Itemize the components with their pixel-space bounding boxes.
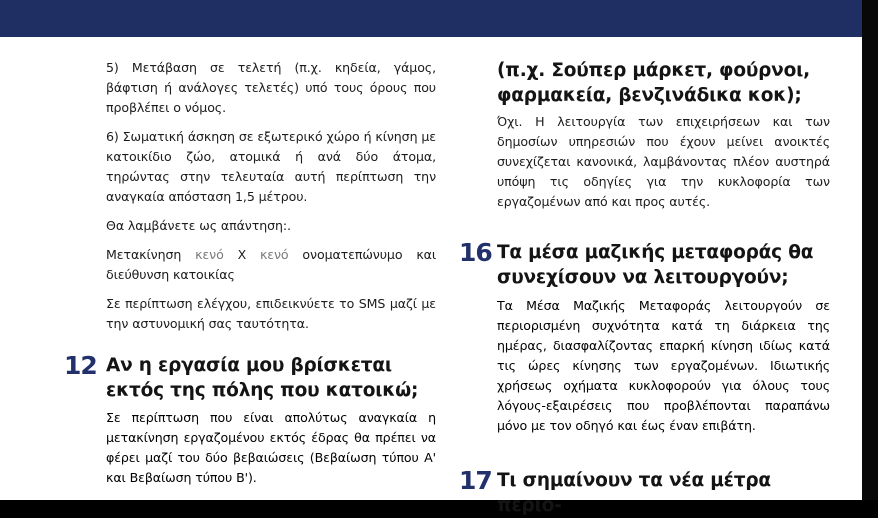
header-band	[0, 0, 862, 37]
item-6-text: 6) Σωματική άσκηση σε εξωτερικό χώρο ή κίνηση με κατοικίδιο ζώο, ατομικά ή ανά δύο άτομα, τηρώντας στην τελευταία αυτή περίπτωση την αναγκαία απόσταση 1,5 μέτρου.	[106, 129, 436, 204]
left-column	[106, 58, 436, 343]
question-17-number: 17	[459, 466, 492, 495]
question-16-title: Τα μέσα μαζικής μεταφοράς θα συνεχίσουν να λειτουργούν;	[497, 242, 814, 288]
question-12-answer: Σε περίπτωση που είναι απολύτως αναγκαία η μετακίνηση εργαζομένου εκτός έδρας θα πρέπει να φέρει μαζί του δύο βεβαιώσεις (Βεβαίωση τύπου Α' και Βεβαίωση τύπου Β').	[106, 410, 436, 485]
right-column	[497, 58, 830, 221]
reply-intro-text: Θα λαμβάνετε ως απάντηση:.	[106, 218, 291, 233]
question-12-block	[106, 353, 436, 497]
sms-format-text	[106, 245, 436, 285]
sms-format-part3: ονοματεπώνυμο και διεύθυνση κατοικίας	[106, 247, 436, 282]
question-12-title: Αν η εργασία μου βρίσκεται εκτός της πόλης που κατοικώ;	[106, 355, 419, 401]
check-note-text: Σε περίπτωση ελέγχου, επιδεικνύετε το SMS μαζί με την αστυνομική σας ταυτότητα.	[106, 296, 436, 331]
question-12-number: 12	[64, 351, 97, 380]
scan-edge	[862, 0, 878, 500]
question-16-number: 16	[459, 238, 492, 267]
question-15-answer: Όχι. Η λειτουργία των επιχειρήσεων και των δημοσίων υπηρεσιών που έχουν μείνει ανοικτές συνεχίζεται κανονικά, λαμβάνοντας πλέον αυστηρά υπόψη τις οδηγίες για την κυκλοφορία των εργαζομένων από και προς αυτές.	[497, 114, 830, 209]
item-5-text: 5) Μετάβαση σε τελετή (π.χ. κηδεία, γάμος, βάφτιση ή ανάλογες τελετές) υπό τους όρους που προβλέπει ο νόμος.	[106, 60, 436, 115]
question-15-title-tail: (π.χ. Σούπερ μάρκετ, φούρνοι, φαρμακεία, βενζινάδικα κοκ);	[497, 60, 810, 106]
sms-format-part1: Μετακίνηση	[106, 247, 196, 262]
question-16-answer: Τα Μέσα Μαζικής Μεταφοράς λειτουργούν σε περιορισμένη συχνότητα κατά τη διάρκεια της ημέρας, διασφαλίζοντας επαρκή κίνηση ιδίως κατά τις ώρες κίνησης των εργαζομένων. Ιδιωτικής χρήσεως οχήματα κυκλοφορούν για όλους τους λόγους-εξαιρέσεις που προβλέπονται παραπάνω μόνο με τον οδηγό και έως έναν επιβάτη.	[497, 298, 830, 433]
sms-blank-2: κενό	[259, 247, 289, 262]
question-17-title: Τι σημαίνουν τα νέα μέτρα περιο-	[497, 470, 771, 516]
question-17-block	[497, 468, 830, 518]
sms-format-part2: X	[223, 247, 260, 262]
sms-blank-1: κενό	[195, 247, 224, 262]
question-16-block	[497, 240, 830, 445]
